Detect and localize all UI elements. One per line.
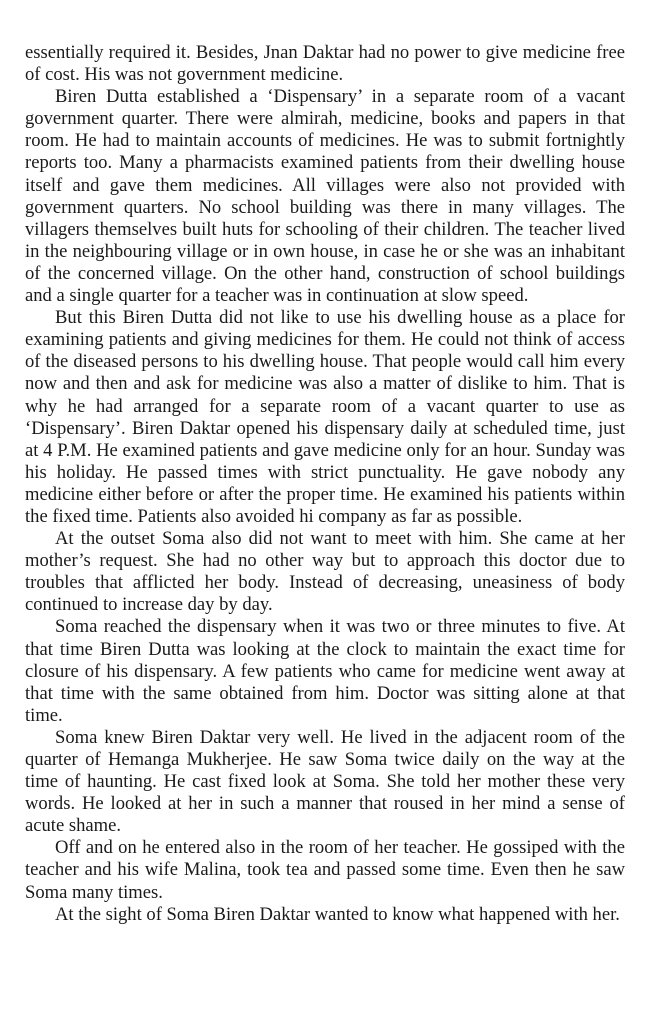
paragraph-continuation: essentially required it. Besides, Jnan Daktar had no power to give medicine free of cost. His was not government medicine. [25,42,625,86]
paragraph-dispensary-established: Biren Dutta established a ‘Dispensary’ in a separate room of a vacant government quarter. There were almirah, medicine, books and papers in that room. He had to maintain accounts of medicines. He was to submit fortnightly reports too. Many a pharmacists examined patients from their dwelling house itself and gave them medicines. All villages were also not provided with government quarters. No school building was there in many villages. The villagers themselves built huts for schooling of their children. The teacher lived in the neighbouring village or in own house, in case he or she was an inhabitant of the concerned village. On the other hand, construction of school buildings and a single quarter for a teacher was in continuation at slow speed. [25,86,625,307]
paragraph-dwelling-house: But this Biren Dutta did not like to use his dwelling house as a place for examining patients and giving medicines for them. He could not think of access of the diseased persons to his dwelling house. That people would call him every now and then and ask for medicine was also a matter of dislike to him. That is why he had arranged for a separate room of a vacant quarter to use as ‘Dispensary’. Biren Daktar opened his dispensary daily at scheduled time, just at 4 P.M. He examined patients and gave medicine only for an hour. Sunday was his holiday. He passed times with strict punctuality. He gave nobody any medicine either before or after the proper time. He examined his patients within the fixed time. Patients also avoided hi company as far as possible. [25,307,625,527]
document-page [25,42,625,926]
paragraph-at-the-sight: At the sight of Soma Biren Daktar wanted to know what happened with her. [55,903,620,925]
paragraph-soma-knew: Soma knew Biren Daktar very well. He lived in the adjacent room of the quarter of Hemanga Mukherjee. He saw Soma twice daily on the way at the time of haunting. He cast fixed look at Soma. She told her mother these very words. He looked at her in such a manner that roused in her mind a sense of acute shame. [25,726,625,837]
paragraph-off-and-on: Off and on he entered also in the room of her teacher. He gossiped with the teacher and his wife Malina, took tea and passed some time. Even then he saw Soma many times. [25,837,625,903]
paragraph-soma-reached: Soma reached the dispensary when it was two or three minutes to five. At that time Biren Dutta was looking at the clock to maintain the exact time for closure of his dispensary. A few patients who came for medicine went away at that time with the same obtained from him. Doctor was sitting alone at that time. [25,616,625,726]
paragraph-soma-outset: At the outset Soma also did not want to meet with him. She came at her mother’s request. She had no other way but to approach this doctor due to troubles that afflicted her body. Instead of decreasing, uneasiness of body continued to increase day by day. [25,528,625,616]
